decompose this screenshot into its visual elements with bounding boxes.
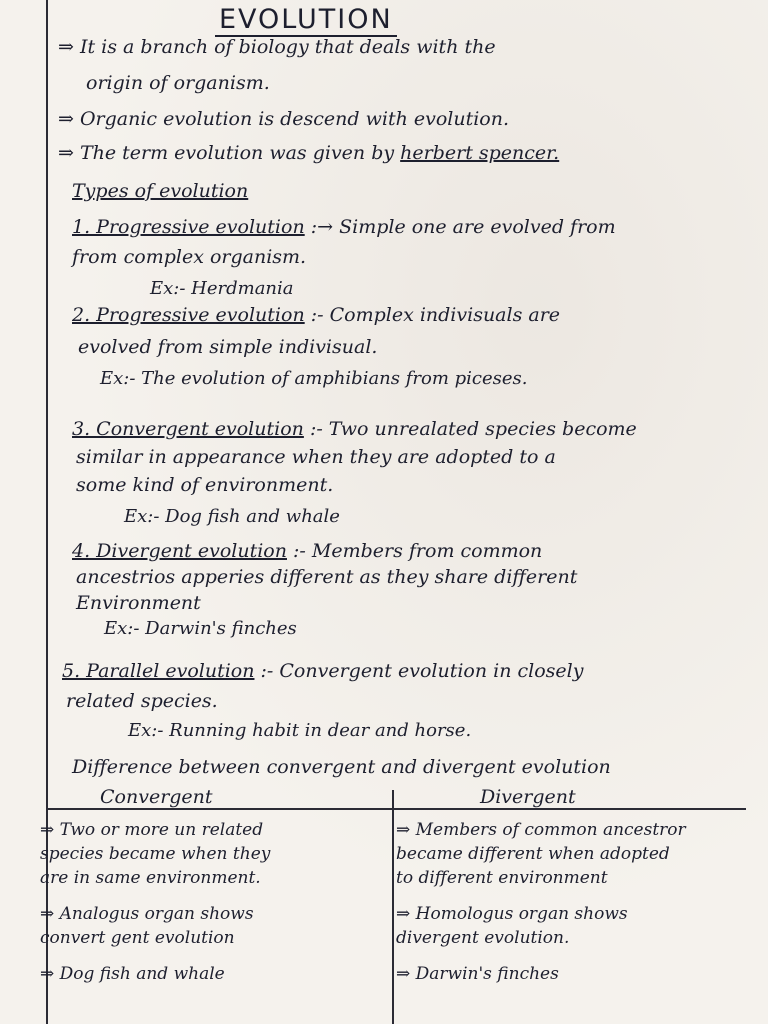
type-5-example: Ex:- Running habit in dear and horse. (128, 720, 472, 741)
row-3-right (396, 962, 559, 986)
row-3-left (40, 962, 225, 986)
type-2-label: 2. Progressive evolution (72, 304, 305, 326)
type-5-desc-2: related species. (66, 690, 218, 712)
row-2-right (396, 902, 628, 950)
intro-line-4 (58, 142, 559, 164)
herbert-spencer: herbert spencer. (400, 142, 560, 164)
type-4-desc-1: :- Members from common (293, 540, 543, 562)
row-2-left-line-1: ⇒ Analogus organ shows (40, 904, 254, 924)
type-1-desc-2: from complex organism. (72, 246, 307, 268)
row-3-right-line-1: ⇒ Darwin's finches (396, 964, 559, 984)
type-4-label: 4. Divergent evolution (72, 540, 287, 562)
type-5-desc-1: :- Convergent evolution in closely (260, 660, 584, 682)
type-2-desc-1: :- Complex indivisuals are (310, 304, 561, 326)
table-header-divergent: Divergent (480, 786, 576, 808)
row-1-left-line-1: ⇒ Two or more un related (40, 820, 264, 840)
type-3-label: 3. Convergent evolution (72, 418, 304, 440)
intro-line-2: origin of organism. (86, 72, 270, 94)
row-2-left-line-2: convert gent evolution (40, 928, 235, 948)
row-1-right-line-3: to different environment (396, 868, 608, 888)
type-5-line-1 (62, 660, 583, 682)
table-column-rule (392, 790, 394, 1024)
type-4-desc-2: ancestrios apperies different as they share different (76, 566, 578, 588)
type-1-example: Ex:- Herdmania (150, 278, 294, 299)
intro-line-1: ⇒ It is a branch of biology that deals with the (58, 36, 496, 58)
page-title: EVOLUTION (215, 4, 397, 37)
row-2-right-line-1: ⇒ Homologus organ shows (396, 904, 628, 924)
row-2-right-line-2: divergent evolution. (396, 928, 570, 948)
row-1-left (40, 818, 270, 890)
type-3-line-1 (72, 418, 637, 440)
row-3-left-line-1: ⇒ Dog fish and whale (40, 964, 225, 984)
type-4-desc-3: Environment (76, 592, 201, 614)
type-2-example: Ex:- The evolution of amphibians from piceses. (100, 368, 528, 389)
table-header-convergent: Convergent (100, 786, 213, 808)
type-4-example: Ex:- Darwin's finches (104, 618, 297, 639)
type-3-desc-3: some kind of environment. (76, 474, 334, 496)
type-2-line-1 (72, 304, 560, 326)
row-1-right (396, 818, 686, 890)
type-3-desc-1: :- Two unrealated species become (309, 418, 637, 440)
difference-heading: Difference between convergent and divergent evolution (72, 756, 611, 778)
type-1-desc-1: :→ Simple one are evolved from (310, 216, 616, 238)
row-1-left-line-2: species became when they (40, 844, 271, 864)
row-1-left-line-3: are in same environment. (40, 868, 261, 888)
table-header-rule (46, 808, 746, 810)
type-5-label: 5. Parallel evolution (62, 660, 255, 682)
intro-line-4-text: ⇒ The term evolution was given by (58, 142, 395, 164)
row-2-left (40, 902, 254, 950)
type-3-desc-2: similar in appearance when they are adopted to a (76, 446, 556, 468)
types-heading: Types of evolution (72, 180, 249, 202)
intro-line-3: ⇒ Organic evolution is descend with evolution. (58, 108, 510, 130)
row-1-right-line-2: became different when adopted (396, 844, 670, 864)
row-1-right-line-1: ⇒ Members of common ancestror (396, 820, 686, 840)
type-3-example: Ex:- Dog fish and whale (124, 506, 340, 527)
type-2-desc-2: evolved from simple indivisual. (78, 336, 378, 358)
type-1-line-1 (72, 216, 616, 238)
type-4-line-1 (72, 540, 542, 562)
type-1-label: 1. Progressive evolution (72, 216, 305, 238)
